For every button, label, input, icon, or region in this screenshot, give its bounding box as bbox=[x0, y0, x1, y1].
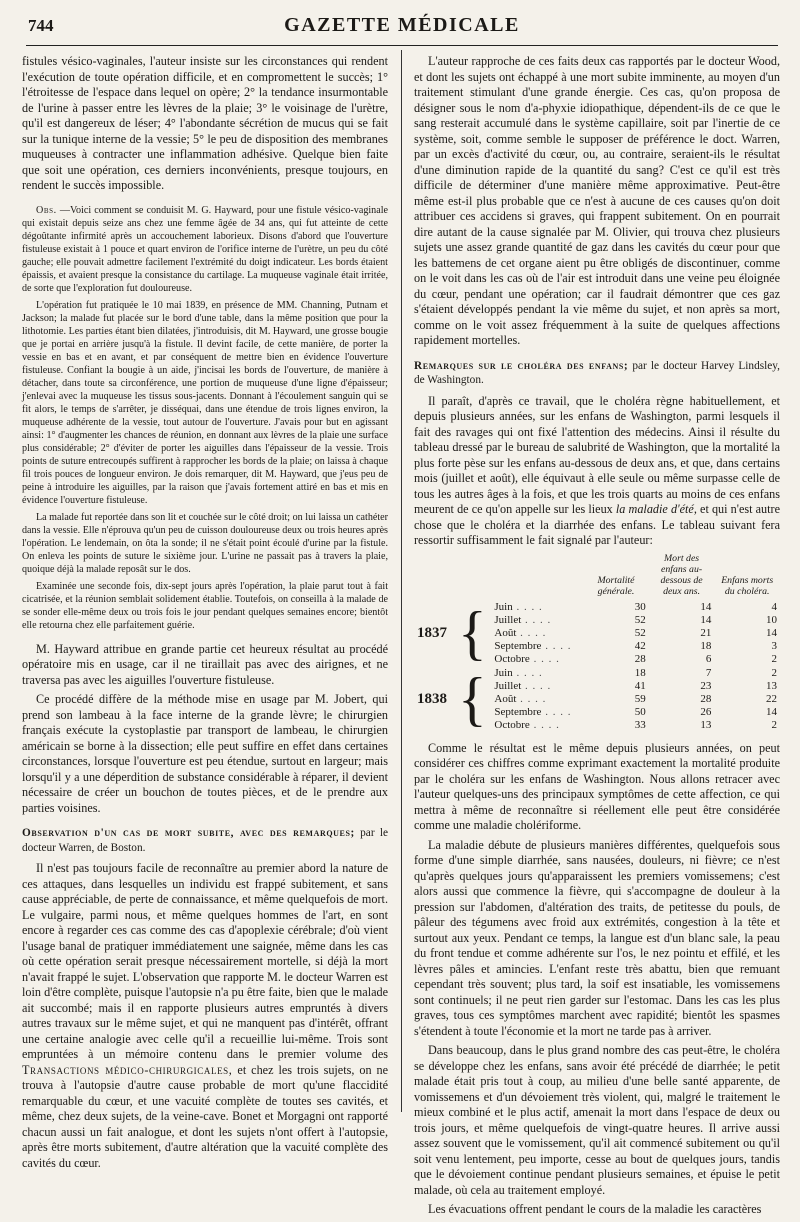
brace-glyph: { bbox=[457, 599, 487, 666]
children-count: 23 bbox=[700, 679, 712, 692]
general-count: 50 bbox=[634, 706, 646, 719]
children-count: 26 bbox=[700, 706, 712, 719]
table-body bbox=[414, 601, 780, 733]
table-row bbox=[414, 601, 780, 614]
children-count: 14 bbox=[700, 600, 712, 613]
year-cell: 1838 bbox=[417, 690, 447, 707]
month-cell bbox=[491, 653, 583, 666]
cholera-count: 22 bbox=[766, 692, 777, 705]
leader-dots: . . . . bbox=[521, 613, 552, 626]
month-cell bbox=[491, 601, 583, 614]
leader-dots: . . . . bbox=[512, 600, 543, 613]
section-title bbox=[414, 359, 780, 388]
header-rule bbox=[26, 45, 778, 46]
month-label: Septembre bbox=[494, 640, 542, 653]
table-row bbox=[414, 667, 780, 680]
month-cell bbox=[491, 680, 583, 693]
header-children: Mort des enfans au-dessous de deux ans. bbox=[660, 552, 703, 597]
cholera-count: 10 bbox=[766, 613, 777, 626]
paragraph-text: Il paraît, d'après ce travail, que le choléra règne habituellement, et depuis plusieurs années, sur les enfans de Washington, parmi lesquels il fait des ravages qui ont fixé l'attention des médecins. Ainsi il résulte du tableau dressé par le bureau de salubrité de Washington, que la mortalité la plus forte pèse sur les enfans au-dessous de deux ans, et que, dans certains mois (juillet et août), elle équivaut à elle seule ou même surpasse celle de tous les autres âges à la fois, et que les trois quarts au moins de ces enfans meurent de ce qu'on appelle sur les lieux bbox=[414, 393, 780, 516]
month-label: Octobre bbox=[494, 653, 530, 666]
transactions-caps: Transactions médico-chirurgicales, bbox=[22, 1062, 233, 1077]
paragraph bbox=[414, 394, 780, 549]
page-number: 744 bbox=[28, 16, 54, 35]
table-header-spacer bbox=[414, 553, 583, 601]
page-header bbox=[26, 14, 778, 44]
section-title-caps: Remarques sur le choléra des enfans; bbox=[414, 359, 629, 372]
month-label: Septembre bbox=[494, 706, 542, 719]
paragraph: M. Hayward attribue en grande partie cet heureux résultat au procédé opératoire mis en usage, car il ne tiraillait pas avec des airignes, et ne traversa pas avec les aiguilles l'ouverture fistuleuse. bbox=[22, 641, 388, 687]
leader-dots: . . . . bbox=[541, 640, 572, 653]
paragraph: La maladie débute de plusieurs manières différentes, quelquefois sous forme d'une simple diarrhée, sans nausées, douleurs, ni fièvre; ce n'est qu'après quelques jours qu'apparaissent les premiers vomissemens; c'est alors aussi que commence la fièvre, qui s'accompagne de douleur à la pression sur l'abdomen, d'altération des traits, de petitesse du pouls, de pâleur des tégumens avec froid aux extrémités, congestion à la tête et surtout aux yeux. Pendant ce temps, la langue est d'un blanc sale, la peau du front tendue et comme adhérente sur l'os, le nez pointu et effilé, et les lèvres pâles et amincies. L'enfant reste très abattu, bien que remuant cependant très souvent; plus tard, la soif est insatiable, les vomissemens sont continuels; il ne peut rien garder sur l'estomac. Dans les cas les plus graves, tous ces symptômes marchent avec rapidité; bientôt les spasmes s'étendent à toute l'économie et la mort ne tarde pas à arriver. bbox=[414, 837, 780, 1038]
children-count: 18 bbox=[700, 640, 712, 653]
general-count: 41 bbox=[634, 679, 646, 692]
general-count: 30 bbox=[634, 600, 646, 613]
cholera-count: 13 bbox=[766, 679, 777, 692]
general-count: 52 bbox=[634, 626, 646, 639]
paragraph: Comme le résultat est le même depuis plusieurs années, on peut considérer ces chiffres comme exprimant exactement la mortalité produite par le choléra sur les enfans de Washington. Nous allons retracer avec l'auteur quelques-uns des principaux symptômes de cette affection, ce qui mettra à même de reconnaître si réellement elle peut être considérée comme une maladie cholériforme. bbox=[414, 740, 780, 833]
cholera-count: 14 bbox=[766, 626, 777, 639]
month-label: Juin bbox=[494, 666, 513, 679]
section-title-rest: par le docteur Harvey Lindsley, de Washington. bbox=[414, 359, 781, 386]
month-label: Juillet bbox=[494, 679, 522, 692]
leader-dots: . . . . bbox=[529, 653, 560, 666]
paragraph bbox=[22, 861, 388, 1171]
month-cell bbox=[491, 719, 583, 732]
header-cholera: Enfans morts du choléra. bbox=[721, 574, 774, 597]
paragraph: Dans beaucoup, dans le plus grand nombre des cas peut-être, le choléra se développe chez les enfans, sans avoir été précédé de diarrhée; le petit malade était pris tout à coup, au milieu d'une belle santé apparente, de vomissemens et d'un dévoiement très violent, qui, malgré le traitement le mieux combiné et le plus actif, amenait la mort dans l'espace de deux ou trois jours, et même quelquefois de vingt-quatre heures. Il arrive aussi assez souvent que le vomissement, qu'il ait commencé subitement ou qu'il soit venu lentement, peu importe, cesse au bout de quelques jours, tandis que le dévoiement continue pendant plusieurs semaines, et épuise le petit malade, où cela au traitement employé. bbox=[414, 1043, 780, 1197]
leader-dots: . . . . bbox=[516, 626, 547, 639]
cholera-count: 2 bbox=[771, 666, 777, 679]
month-label: Août bbox=[494, 626, 517, 639]
children-count: 7 bbox=[705, 666, 712, 679]
paragraph: La malade fut reportée dans son lit et couchée sur le côté droit; on lui laissa un cathéter dans la vessie. Elle n'éprouva qu'un peu de cuisson douloureuse deux ou trois heures après l'opération. Le lendemain, on ôta la sonde; il ne s'était point écoulé d'urine par la fistule. On enleva les points de suture le sixième jour. L'urine ne passait pas à travers la plaie, quoique déjà la malade reposât sur le dos. bbox=[22, 511, 388, 575]
children-count: 28 bbox=[700, 692, 712, 705]
paragraph-text-end: et chez les trois sujets, on ne trouva à l'autopsie d'autre cause probable de mort qu'une flaccidité remarquable du cœur, et une vacuité complète de toutes ses cavités, et même, chez deux sujets, de la veine-cave. Bonet et Morgagni ont rapporté chacun aussi un fait analogue, et dont les sujets n'ont offert à l'autopsie, après être morts subitement, d'autre altération que la vacuité complète des cavités du cœur. bbox=[22, 1062, 389, 1170]
general-count: 33 bbox=[634, 719, 646, 732]
cholera-count: 14 bbox=[766, 706, 777, 719]
paragraph-italic: la maladie d'été, bbox=[615, 502, 697, 516]
cholera-count: 4 bbox=[771, 600, 777, 613]
column-divider bbox=[401, 50, 402, 1112]
paragraph: Les évacuations offrent pendant le cours de la maladie les caractères bbox=[428, 1202, 762, 1217]
table-header-row bbox=[414, 553, 780, 601]
leader-dots: . . . . bbox=[521, 679, 552, 692]
general-count: 28 bbox=[634, 653, 646, 666]
paragraph: L'auteur rapproche de ces faits deux cas rapportés par le docteur Wood, et dont les sujets ont échappé à une mort subite imminente, au moyen d'un traitement stimulant d'une grande énergie. Ces cas, qu'on proposa de désigner sous le nom d'a-phyxie idiopathique, dépendent-ils de ce que le sang resterait accumulé dans le système capillaire, soit par l'inertie de ce système, soit, comme semble le supposer de préférence le doct. Warren, par un excès d'activité du cœur, ou, au contraire, seraient-ils le résultat d'une diminution rapide de la quantité du sang? C'est ce qu'il est très difficile de déterminer d'une manière même approximative. Peut-être même est-il plus probable que ce n'est à aucune de ces causes qu'on doit attribuer ces accidens si graves, qui frappent subitement. On en pourrait dire autant de la cause signalée par M. Olivier, qui trouva chez plusieurs sujets une assez grande quantité de gaz dans les cavités du cœur pour que les battemens de cet organe aient pu être obligés de discontinuer, comme on le voit dans les cas où de l'air est introduit dans une veine peu éloignée du cœur, pendant une opération; car il faudrait démontrer que ces gaz s'étaient développés pendant la vie même du sujet, et non après sa mort, comme on le voit assez fréquemment à la suite de quelques affections rapidement mortelles. bbox=[414, 54, 780, 347]
paragraph: Examinée une seconde fois, dix-sept jours après l'opération, la plaie parut tout à fait cicatrisée, et la réunion semblait solidement établie. Toutefois, on conseilla à la malade de se sonder elle-même deux ou trois fois le jour pendant quelques semaines encore; bientôt elle retourna chez elle parfaitement guérie. bbox=[22, 580, 388, 631]
left-column bbox=[22, 54, 388, 1175]
month-label: Juillet bbox=[494, 613, 522, 626]
obs-label: Obs. bbox=[36, 204, 57, 216]
paragraph: Ce procédé diffère de la méthode mise en usage par M. Jobert, qui prend son lambeau à la face interne de la grande lèvre; le chirurgien français exécute la cystoplastie par transport de lambeau, le chirurgien américain se borne à la dissection; elle peut suffire en effet dans certaines circonstances, lorsque l'ouverture est peu étendue, surtout en largeur; mais lorsqu'il y a une déperdition de substance considérable à réparer, il devient nécessaire de créer un bouchon de toutes pièces, et de le prendre aux parties voisines. bbox=[22, 692, 388, 815]
brace-glyph: { bbox=[457, 665, 487, 732]
children-count: 13 bbox=[700, 719, 712, 732]
general-count: 59 bbox=[634, 692, 646, 705]
paragraph: L'opération fut pratiquée le 10 mai 1839, en présence de MM. Channing, Putnam et Jackson; la malade fut placée sur le bord d'une table, dans la même position que pour la lithotomie. Les parties étant bien dilatées, j'introduisis, dit M. Hayward, une grosse bougie que je portai en arrière jusqu'à la fistule. Il devint facile, de cette manière, de porter la vessie en bas et en avant, et par conséquent de mettre bien en évidence l'ouverture fistuleuse. Confiant la bougie à un aide, j'incisai les bords de l'ouverture, de manière à détacher, dans toute sa circonférence, une portion de muqueuse d'une ligne d'épaisseur; j'enlevai avec la muqueuse les tissus sous-jacents. Donnant à l'écoulement sanguin qui se fit alors, le temps de s'arrêter, je disséquai, dans une étendue de trois lignes environ, la muqueuse adhérente de la vessie, tout autour de l'ouverture. J'avais pour but en agissant ainsi: 1° d'augmenter les chances de réunion, en donnant aux lèvres de la plaie une surface plus considérable; 2° d'éviter de porter les aiguilles dans l'épaisseur de la vessie. Trois points de suture entrecoupés suffirent à rapprocher les bords de la plaie; on laissa à chaque fil trois pouces de longueur environ. Je dois remarquer, dit M. Hayward, que j'eus peu de peine à introduire les aiguilles, par la raison que j'avais fortement attiré en bas et mis en évidence l'ouverture fistuleuse. bbox=[22, 299, 388, 506]
mortality-table bbox=[414, 553, 780, 733]
cholera-count: 2 bbox=[771, 653, 777, 666]
general-count: 42 bbox=[634, 640, 646, 653]
leader-dots: . . . . bbox=[516, 692, 547, 705]
paragraph-text: Il n'est pas toujours facile de reconnaître au premier abord la nature de ces attaques, dans lesquelles un individu est frappé subitement, et sans cause appréciable, de perte de connaissance, et même quelquefois de mort. Le vulgaire, parmi nous, et même quelques hommes de l'art, en sont encore à regarder ces cas comme des cas d'apoplexie cérébrale; d'où vient l'usage banal de pratiquer immédiatement une saignée, même dans les cas où cette opération serait presque nécessairement mortelle, si déjà la mort n'avait frappé le sujet. L'observation que rapporte M. le docteur Warren est loin d'être complète, puisque l'autopsie n'a pu être faite, bien que le malade ait succombé; mais il en rapporte plusieurs autres empruntés à divers autres travaux sur le même sujet, et qui ne manquent pas d'intérêt, offrant une certaine analogie avec celle qu'il a recueillie lui-même. Trois sont empruntées à un mémoire contenu dans le premier volume des bbox=[22, 861, 388, 1061]
month-label: Juin bbox=[494, 600, 513, 613]
month-label: Août bbox=[494, 692, 517, 705]
general-count: 18 bbox=[634, 666, 646, 679]
leader-dots: . . . . bbox=[512, 666, 543, 679]
month-cell bbox=[491, 706, 583, 719]
children-count: 6 bbox=[705, 653, 712, 666]
children-count: 21 bbox=[700, 626, 712, 639]
month-cell bbox=[491, 614, 583, 627]
journal-title: GAZETTE MÉDICALE bbox=[284, 14, 520, 36]
paragraph: fistules vésico-vaginales, l'auteur insiste sur les circonstances qui rendent l'exécution de toute opération difficile, et en compromettent le succès; 1° l'étroitesse de l'espace dans lequel on opère; 2° la tendance insurmontable de l'urine à passer entre les lèvres de la plaie; 3° le voisinage de l'urètre, qu'il est dangereux de léser; 4° l'abondante sécrétion de mucus qui se fait sur la tunique interne de la vessie; 5° le peu de disposition des membranes muqueuses à contracter une inflammation adhésive. Quelque bien faite que soit une opération, ces derniers inconvénients, presque toujours, en rendent le succès impossible. bbox=[22, 54, 388, 192]
leader-dots: . . . . bbox=[529, 719, 560, 732]
month-cell bbox=[491, 667, 583, 680]
month-cell bbox=[491, 693, 583, 706]
obs-text: —Voici comment se conduisit M. G. Hayward, pour une fistule vésico-vaginale qui existait depuis seize ans chez une femme âgée de 34 ans, qui fut atteinte de cette dégoûtante infirmité après un accouchement laborieux. Disons d'abord que l'ouverture fistuleuse existait à 1 pouce et quart environ de l'orifice interne de l'urètre, un peu du côté gauche; elle pouvait admettre facilement l'extrémité du doigt indicateur. Les bords étaient épaissis, et avaient presque la consistance du cartilage. La muqueuse vaginale était irritée, de sorte que l'exploration fut douloureuse. bbox=[22, 204, 388, 294]
section-title-rest: par le docteur Warren, de Boston. bbox=[22, 827, 389, 854]
month-label: Octobre bbox=[494, 719, 530, 732]
observation-paragraph bbox=[22, 204, 388, 295]
leader-dots: . . . . bbox=[541, 706, 572, 719]
section-title-caps: Observation d'un cas de mort subite, avec des remarques; bbox=[22, 827, 355, 839]
month-cell bbox=[491, 640, 583, 653]
right-column bbox=[414, 54, 780, 1222]
cholera-count: 3 bbox=[771, 640, 777, 653]
children-count: 14 bbox=[700, 613, 712, 626]
section-title bbox=[22, 826, 388, 855]
year-cell: 1837 bbox=[417, 624, 447, 641]
general-count: 52 bbox=[634, 613, 646, 626]
month-cell bbox=[491, 627, 583, 640]
header-general: Mortalité générale. bbox=[597, 574, 635, 597]
paragraph-text-end: et qui n'est autre chose que le choléra et la diarrhée des enfans. Le tableau suivant fera ressortir suffisamment le fait signalé par l'auteur: bbox=[414, 502, 780, 547]
cholera-count: 2 bbox=[771, 719, 777, 732]
